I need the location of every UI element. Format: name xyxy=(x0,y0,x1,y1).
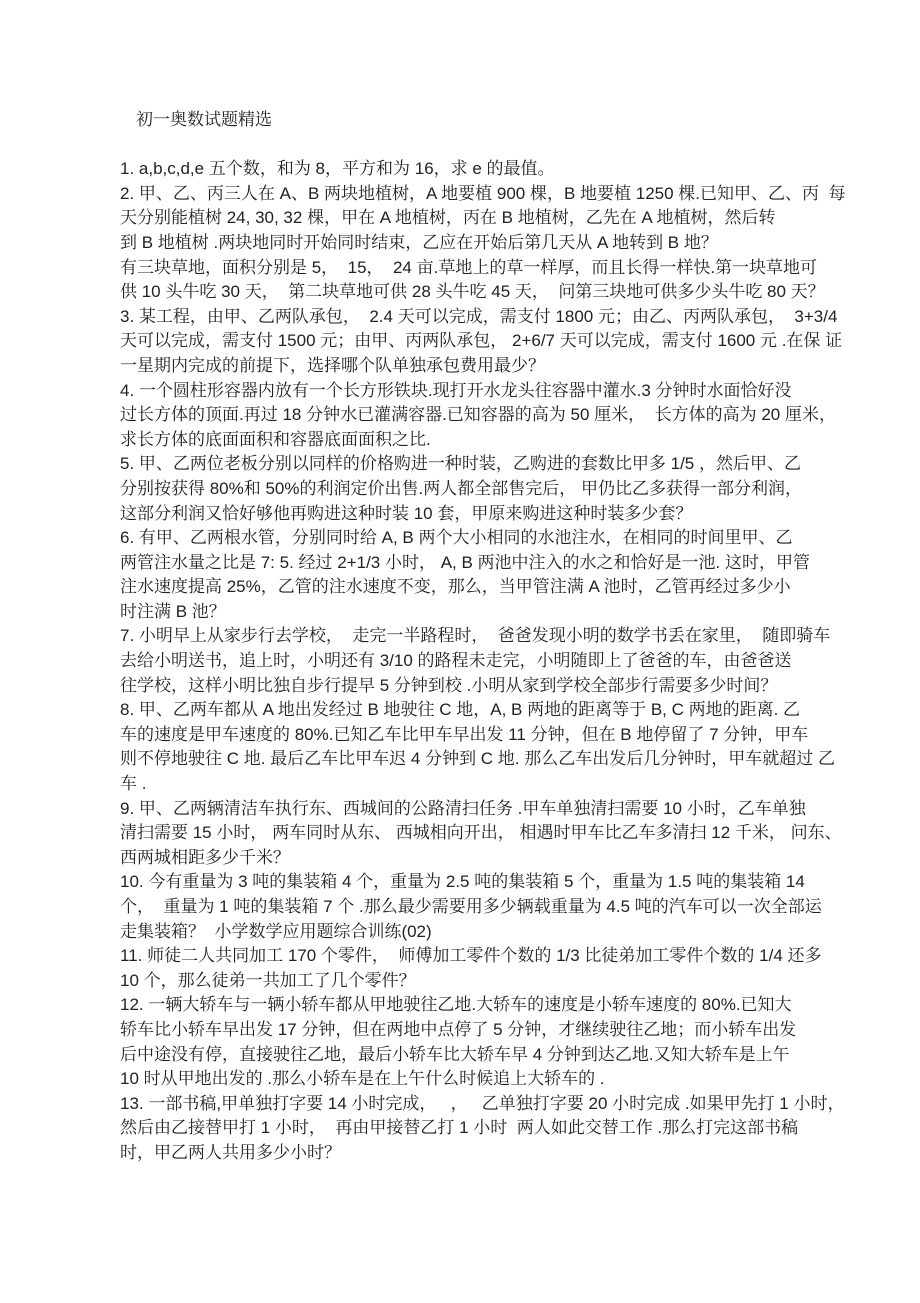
text-line: 清扫需要 15 小时， 两车同时从东、 西城相向开出， 相遇时甲车比乙车多清扫 12 千米， 问东、 xyxy=(120,823,842,843)
text-line: 去给小明送书，追上时，小明还有 3/10 的路程未走完，小明随即上了爸爸的车，由爸爸送 xyxy=(120,651,792,671)
text-line: 两管注水量之比是 7: 5. 经过 2+1/3 小时， A, B 两池中注入的水之和恰好是一池. 这时，甲管 xyxy=(120,552,811,572)
text-line: 供 10 头牛吃 30 天， 第二块草地可供 28 头牛吃 45 天， 问第三块地可供多少头牛吃 80 天？ xyxy=(120,282,825,302)
text-line: 个， 重量为 1 吨的集装箱 7 个 .那么最少需要用多少辆载重量为 4.5 吨的汽车可以一次全部运 xyxy=(120,897,822,916)
text-line: 过长方体的顶面.再过 18 分钟水已灌满容器.已知容器的高为 50 厘米， 长方体的高为 20 厘米， xyxy=(120,405,836,425)
text-line: 6. 有甲、乙两根水管，分别同时给 A, B 两个大小相同的水池注水，在相同的时间里甲、乙 xyxy=(120,528,793,548)
text-line: 10. 今有重量为 3 吨的集装箱 4 个，重量为 2.5 吨的集装箱 5 个，重量为 1.5 吨的集装箱 14 xyxy=(120,872,805,892)
document-content xyxy=(120,108,880,1166)
text-line: 求长方体的底面面积和容器底面面积之比. xyxy=(120,429,431,449)
text-line: 有三块草地，面积分别是 5， 15， 24 亩.草地上的草一样厚，而且长得一样快.第一块草地可 xyxy=(120,257,818,277)
text-line: 1. a,b,c,d,e 五个数，和为 8，平方和为 16，求 e 的最值。 xyxy=(120,159,555,179)
document-title: 初一奥数试题精选 xyxy=(136,110,272,129)
text-line: 西两城相距多少千米？ xyxy=(120,847,290,867)
text-line: 10 时从甲地出发的 .那么小轿车是在上午什么时候追上大轿车的 . xyxy=(120,1069,605,1089)
text-line: 一星期内完成的前提下，选择哪个队单独承包费用最少？ xyxy=(120,355,545,375)
text-line: 13. 一部书稿,甲单独打字要 14 小时完成， ， 乙单独打字要 20 小时完成 .如果甲先打 1 小时， xyxy=(120,1093,845,1113)
text-line: 到 B 地植树 .两块地同时开始同时结束，乙应在开始后第几天从 A 地转到 B 地？ xyxy=(120,232,718,252)
text-line: 天分别能植树 24, 30, 32 棵，甲在 A 地植树，丙在 B 地植树，乙先在 A 地植树，然后转 xyxy=(120,208,776,228)
text-line: 天可以完成，需支付 1500 元；由甲、丙两队承包， 2+6/7 天可以完成，需支付 1600 元 .在保 证 xyxy=(120,331,843,351)
text-line: 11. 师徒二人共同加工 170 个零件， 师傅加工零件个数的 1/3 比徒弟加工零件个数的 1/4 还多 xyxy=(120,946,822,966)
text-line: 轿车比小轿车早出发 17 分钟，但在两地中点停了 5 分钟，才继续驶往乙地；而小轿车出发 xyxy=(120,1019,797,1039)
text-line: 9. 甲、乙两辆清洁车执行东、西城间的公路清扫任务 .甲车单独清扫需要 10 小时，乙车单独 xyxy=(120,798,806,818)
text-line: 车 . xyxy=(120,774,147,794)
text-line: 3. 某工程，由甲、乙两队承包， 2.4 天可以完成，需支付 1800 元；由乙、丙两队承包， 3+3/4 xyxy=(120,306,838,326)
text-line: 车的速度是甲车速度的 80%.已知乙车比甲车早出发 11 分钟，但在 B 地停留了 7 分钟，甲车 xyxy=(120,724,809,744)
text-line: 5. 甲、乙两位老板分别以同样的价格购进一种时装，乙购进的套数比甲多 1/5 ，然后甲、乙 xyxy=(120,454,801,474)
text-line: 10 个，那么徒弟一共加工了几个零件？ xyxy=(120,970,416,990)
text-line: 时注满 B 池？ xyxy=(120,601,226,621)
text-line: 7. 小明早上从家步行去学校， 走完一半路程时， 爸爸发现小明的数学书丢在家里， 随即骑车 xyxy=(120,626,831,646)
text-line: 往学校，这样小明比独自步行提早 5 分钟到校 .小明从家到学校全部步行需要多少时间？ xyxy=(120,675,778,695)
text-line: 走集装箱？ 小学数学应用题综合训练(02) xyxy=(120,921,432,941)
text-line: 8. 甲、乙两车都从 A 地出发经过 B 地驶往 C 地，A, B 两地的距离等于 B, C 两地的距离. 乙 xyxy=(120,700,801,720)
text-line: 2. 甲、乙、丙三人在 A、B 两块地植树，A 地要植 900 棵，B 地要植 1250 棵.已知甲、乙、丙 每 xyxy=(120,183,846,203)
text-line: 这部分利润又恰好够他再购进这种时装 10 套，甲原来购进这种时装多少套？ xyxy=(120,503,693,523)
text-line: 则不停地驶往 C 地. 最后乙车比甲车迟 4 分钟到 C 地. 那么乙车出发后几分钟时，甲车就超过 乙 xyxy=(120,749,835,769)
text-line: 4. 一个圆柱形容器内放有一个长方形铁块.现打开水龙头往容器中灌水.3 分钟时水面恰好没 xyxy=(120,380,792,400)
text-line: 12. 一辆大轿车与一辆小轿车都从甲地驶往乙地.大轿车的速度是小轿车速度的 80%.已知大 xyxy=(120,995,792,1015)
text-line: 分别按获得 80%和 50%的利润定价出售.两人都全部售完后， 甲仍比乙多获得一部分利润， xyxy=(120,478,802,498)
text-line: 注水速度提高 25%，乙管的注水速度不变，那么，当甲管注满 A 池时，乙管再经过多少小 xyxy=(120,577,791,597)
text-line: 时，甲乙两人共用多少小时？ xyxy=(120,1142,341,1162)
text-line: 后中途没有停，直接驶往乙地，最后小轿车比大轿车早 4 分钟到达乙地.又知大轿车是上午 xyxy=(120,1044,790,1064)
text-line: 然后由乙接替甲打 1 小时， 再由甲接替乙打 1 小时 两人如此交替工作 .那么打完这部书稿 xyxy=(120,1118,799,1138)
blank-line xyxy=(120,133,880,158)
